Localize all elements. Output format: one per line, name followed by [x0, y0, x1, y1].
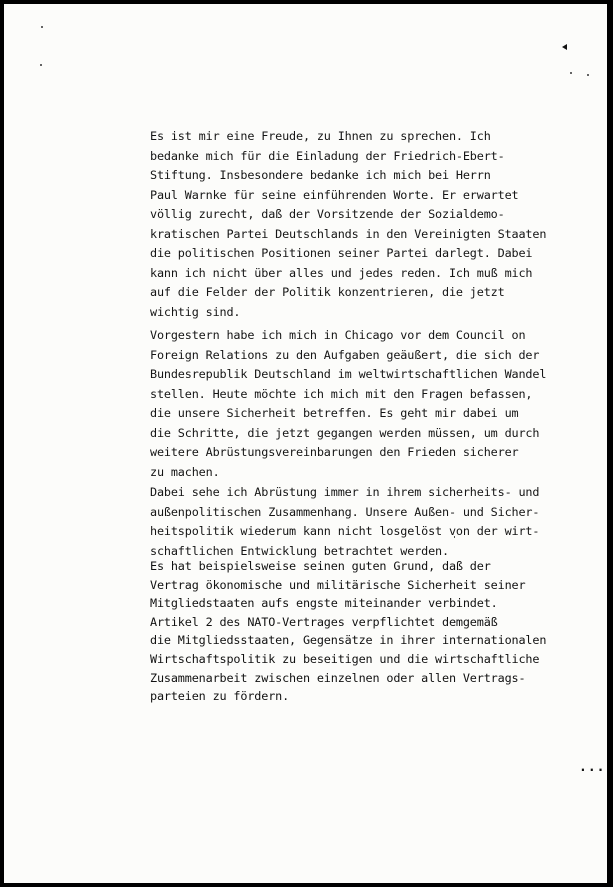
- continuation-marker: ...: [579, 760, 606, 775]
- scan-speck: [587, 74, 589, 76]
- paragraph-4: [150, 557, 590, 706]
- text-line: Es hat beispielsweise seinen guten Grund, daß der: [150, 559, 491, 573]
- text-line: Foreign Relations zu den Aufgaben geäußert, die sich der: [150, 347, 540, 362]
- text-line: auf die Felder der Politik konzentrieren, die jetzt: [150, 285, 505, 299]
- text-line: die unsere Sicherheit betreffen. Es geht mir dabei um: [150, 406, 519, 420]
- text-line: Dabei sehe ich Abrüstung immer in ihrem sicherheits- und: [150, 485, 540, 499]
- text-line: parteien zu fördern.: [150, 689, 290, 704]
- text-line: Stiftung. Insbesondere bedanke ich mich bei Herrn: [150, 168, 491, 182]
- scan-speck: [41, 26, 43, 28]
- document-page: [4, 4, 607, 883]
- text-line: kann ich nicht über alles und jedes reden. Ich muß mich: [150, 265, 533, 280]
- text-line: Zusammenarbeit zwischen einzelnen oder allen Vertrags-: [150, 670, 526, 685]
- text-line: wichtig sind.: [150, 304, 241, 319]
- text-line: die politischen Positionen seiner Partei darlegt. Dabei: [150, 246, 533, 260]
- paragraph-1: [150, 127, 590, 322]
- text-line: außenpolitischen Zusammenhang. Unsere Außen- und Sicher-: [150, 504, 540, 519]
- text-line: kratischen Partei Deutschlands in den Vereinigten Staaten: [150, 226, 547, 241]
- text-line: weitere Abrüstungsvereinbarungen den Frieden sicherer: [150, 445, 519, 459]
- scan-speck: [570, 72, 572, 74]
- margin-arrow-icon: [562, 44, 567, 50]
- text-line: Mitgliedstaaten aufs engste miteinander verbindet.: [150, 596, 498, 611]
- text-line: die Mitgliedsstaaten, Gegensätze in ihrer internationalen: [150, 633, 547, 648]
- text-line: Bundesrepublik Deutschland im weltwirtschaftlichen Wandel: [150, 367, 547, 381]
- text-line: Wirtschaftspolitik zu beseitigen und die wirtschaftliche: [150, 651, 540, 666]
- text-line: Paul Warnke für seine einführenden Worte. Er erwartet: [150, 187, 519, 202]
- text-line: schaftlichen Entwicklung betrachtet werden.: [150, 543, 449, 558]
- paragraph-3: [150, 483, 590, 561]
- text-line: heitspolitik wiederum kann nicht losgelöst von der wirt-: [150, 524, 540, 538]
- paragraph-2: [150, 326, 590, 482]
- text-line: bedanke mich für die Einladung der Friedrich-Ebert-: [150, 148, 505, 163]
- text-line: Vertrag ökonomische und militärische Sicherheit seiner: [150, 577, 526, 592]
- text-line: Artikel 2 des NATO-Vertrages verpflichtet demgemäß: [150, 614, 498, 629]
- text-line: stellen. Heute möchte ich mich mit den Fragen befassen,: [150, 386, 533, 401]
- text-line: völlig zurecht, daß der Vorsitzende der Sozialdemo-: [150, 207, 505, 221]
- text-line: Es ist mir eine Freude, zu Ihnen zu sprechen. Ich: [150, 129, 491, 143]
- text-line: Vorgestern habe ich mich in Chicago vor dem Council on: [150, 328, 526, 342]
- scan-speck: [40, 64, 42, 66]
- text-line: zu machen.: [150, 464, 220, 479]
- text-line: die Schritte, die jetzt gegangen werden müssen, um durch: [150, 425, 540, 440]
